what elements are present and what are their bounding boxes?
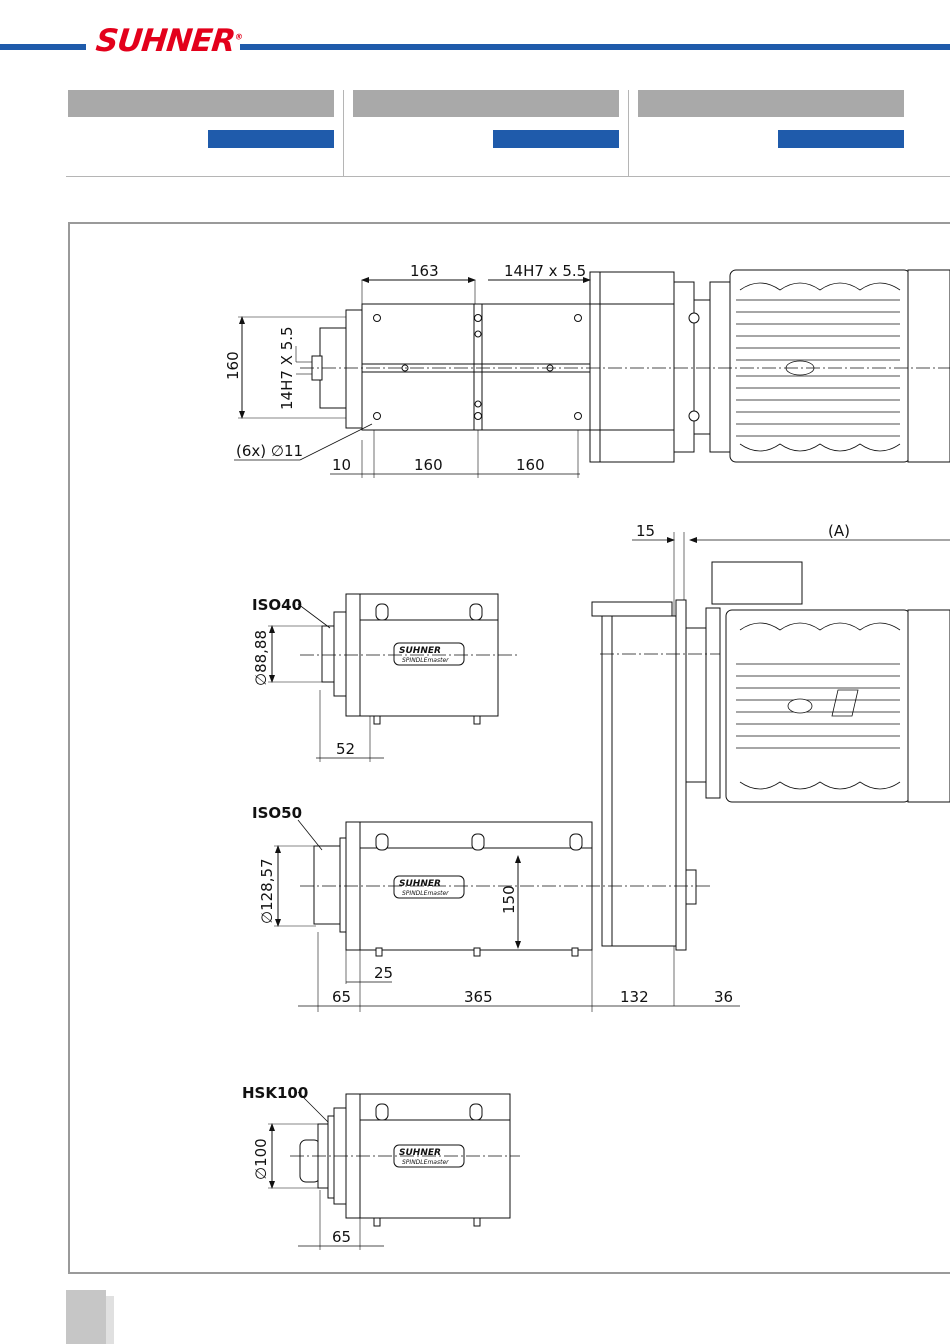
dim-15: 15 — [636, 522, 656, 540]
dim-160-a: 160 — [414, 456, 443, 474]
holes-callout: (6x) ∅11 — [236, 442, 304, 460]
label-iso50: ISO50 — [252, 804, 303, 822]
dim-65-hsk: 65 — [332, 1228, 352, 1246]
label-iso40: ISO40 — [252, 596, 303, 614]
dim-dia-100: ∅100 — [252, 1138, 270, 1180]
plate-model-iso40: SPINDLEmaster — [402, 657, 449, 664]
dim-52: 52 — [336, 740, 356, 758]
plate-brand-iso50: SUHNER — [399, 879, 441, 889]
dim-160-vertical: 160 — [224, 351, 242, 380]
suhner-logo: SUHNER® — [94, 23, 244, 59]
page-corner-shadow — [106, 1296, 114, 1344]
side-view — [268, 532, 950, 1250]
dim-160-b: 160 — [516, 456, 545, 474]
dim-dia-128-57: ∅128,57 — [258, 858, 276, 924]
dim-132: 132 — [620, 988, 649, 1006]
dim-36: 36 — [714, 988, 734, 1006]
plate-model-iso50: SPINDLEmaster — [402, 890, 449, 897]
dim-10: 10 — [332, 456, 352, 474]
dim-163: 163 — [410, 262, 439, 280]
dim-A: (A) — [828, 522, 850, 540]
plate-brand-iso40: SUHNER — [399, 646, 441, 656]
page-corner-tab — [66, 1290, 106, 1344]
dim-25: 25 — [374, 964, 394, 982]
plate-model-hsk100: SPINDLEmaster — [402, 1159, 449, 1166]
plate-brand-hsk100: SUHNER — [399, 1148, 441, 1158]
dim-150: 150 — [500, 885, 518, 914]
label-hsk100: HSK100 — [242, 1084, 309, 1102]
dim-slot-top: 14H7 x 5.5 — [504, 262, 587, 280]
dim-365: 365 — [464, 988, 493, 1006]
dim-65: 65 — [332, 988, 352, 1006]
top-view — [234, 270, 950, 478]
dim-dia-88-88: ∅88,88 — [252, 629, 270, 686]
dim-slot-side: 14H7 X 5.5 — [278, 326, 296, 410]
